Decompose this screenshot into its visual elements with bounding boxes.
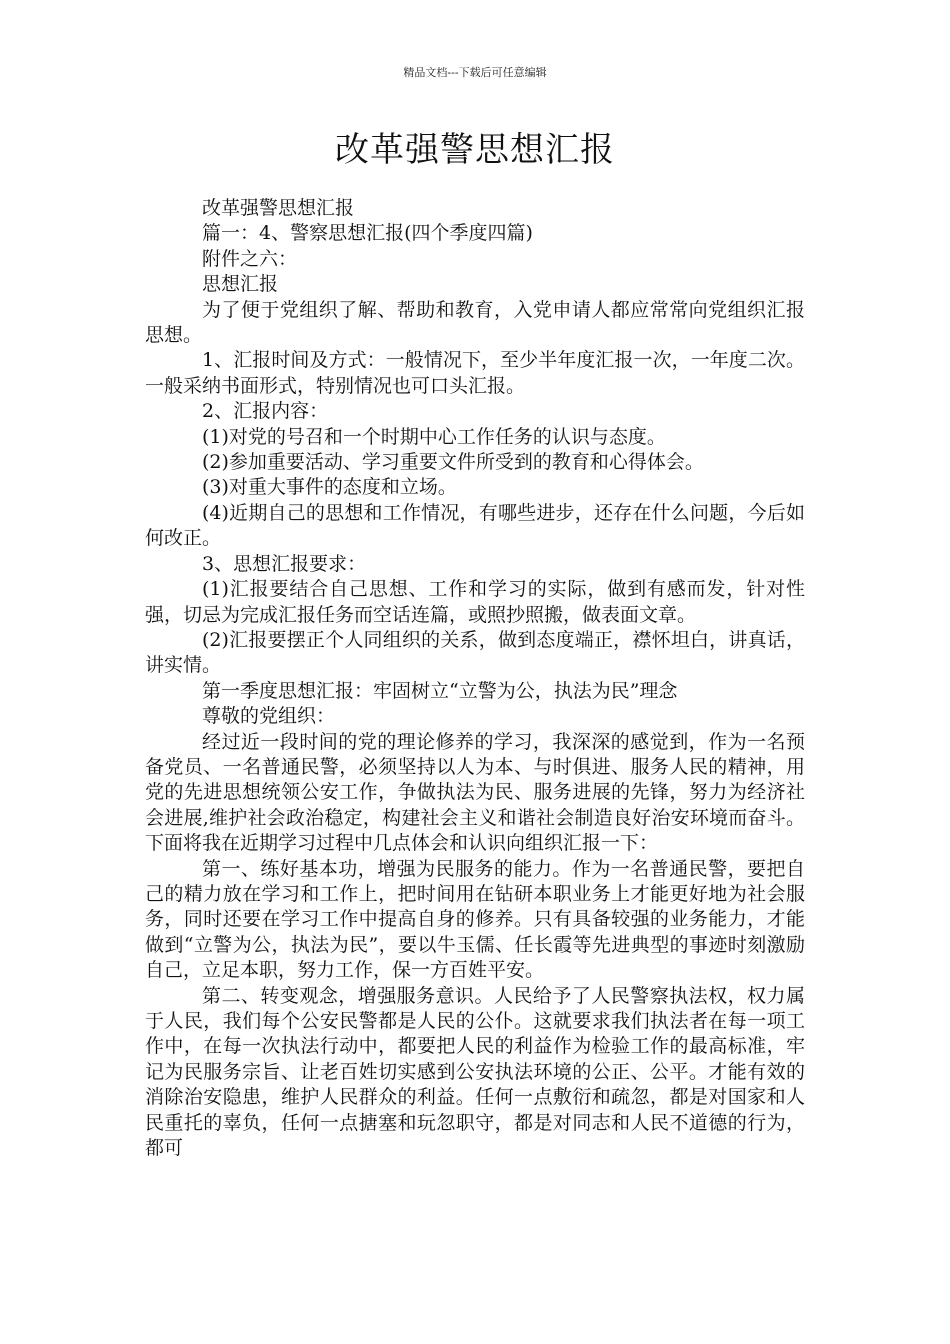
paragraph: (3)对重大事件的态度和立场。 [202,476,457,499]
paragraph: 2、汇报内容： [202,400,329,423]
paragraph: 经过近一段时间的党的理论修养的学习，我深深的感觉到，作为一名预备党员、一名普通民警，必须坚持以人为本、与时俱进、服务人民的精神，用党的先进思想统领公安工作，争做执法为民、服务进展的先锋，努力为经济社会进展,维护社会政治稳定，构建社会主义和谐社会制造良好治安环境而奋斗。下面将我在近期学习过程中几点体会和认识向组织汇报一下： [145,730,805,855]
paragraph: 第一、练好基本功，增强为民服务的能力。作为一名普通民警，要把自己的精力放在学习和工作上，把时间用在钻研本职业务上才能更好地为社会服务，同时还要在学习工作中提高自身的修养。只有具备较强的业务能力，才能做到“立警为公，执法为民”，要以牛玉儒、任长霞等先进典型的事迹时刻激励自己，立足本职，努力工作，保一方百姓平安。 [145,857,805,982]
paragraph: 3、思想汇报要求： [202,552,367,575]
paragraph: 1、汇报时间及方式：一般情况下，至少半年度汇报一次，一年度二次。一般采纳书面形式，特别情况也可口头汇报。 [145,349,805,397]
paragraph: (1)对党的号召和一个时期中心工作任务的认识与态度。 [202,425,666,448]
paragraph: (2)汇报要摆正个人同组织的关系，做到态度端正，襟怀坦白，讲真话，讲实情。 [145,628,805,677]
document-title: 改革强警思想汇报 [335,130,615,170]
paragraph: 附件之六： [202,247,298,270]
paragraph: 改革强警思想汇报 [202,197,355,219]
document-body [145,196,805,1161]
paragraph: (1)汇报要结合自己思想、工作和学习的实际，做到有感而发，针对性强，切忌为完成汇报任务而空话连篇，或照抄照搬，做表面文章。 [145,578,805,626]
paragraph: 第一季度思想汇报：牢固树立“立警为公，执法为民”理念 [202,679,678,702]
paragraph: 思想汇报 [202,273,279,296]
header-note: 精品文档---下载后可任意编辑 [403,66,547,79]
paragraph: (2)参加重要活动、学习重要文件所受到的教育和心得体会。 [202,451,704,474]
paragraph: 第二、转变观念，增强服务意识。人民给予了人民警察执法权，权力属于人民，我们每个公安民警都是人民的公仆。这就要求我们执法者在每一项工作中，在每一次执法行动中，都要把人民的利益作为检验工作的最高标准，牢记为民服务宗旨、让老百姓切实感到公安执法环境的公正、公平。才能有效的消除治安隐患，维护人民群众的利益。任何一点敷衍和疏忽，都是对国家和人民重托的辜负，任何一点搪塞和玩忽职守，都是对同志和人民不道德的行为，都可 [145,984,805,1160]
paragraph: 尊敬的党组织： [202,705,336,728]
paragraph: 为了便于党组织了解、帮助和教育，入党申请人都应常常向党组织汇报思想。 [145,298,805,347]
paragraph: (4)近期自己的思想和工作情况，有哪些进步，还存在什么问题，今后如何改正。 [145,501,805,550]
paragraph: 篇一：4、警察思想汇报(四个季度四篇) [202,222,533,245]
